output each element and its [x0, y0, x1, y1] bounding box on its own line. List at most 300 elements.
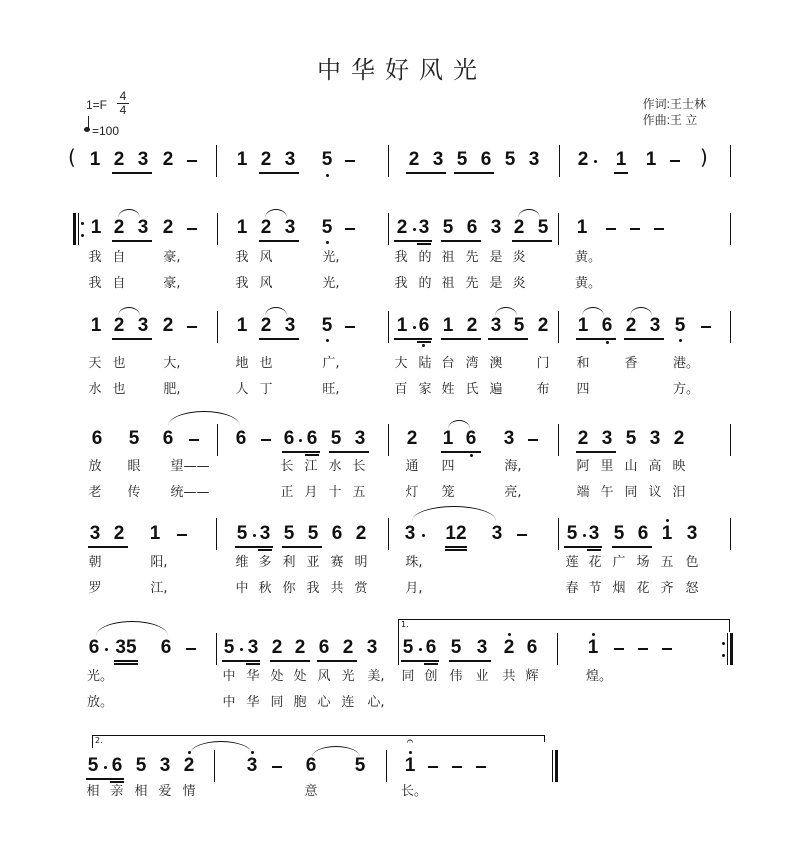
- note: 3: [284, 217, 296, 238]
- note: 5: [321, 315, 333, 336]
- underline: [624, 338, 664, 340]
- note: 3: [601, 428, 613, 449]
- note: 6: [318, 637, 330, 658]
- credits: [643, 96, 706, 128]
- lyric: 布: [536, 382, 550, 397]
- lyric: 华: [246, 669, 260, 684]
- note: 1: [90, 315, 102, 336]
- lyric: 光。: [86, 669, 114, 684]
- note: 2: [113, 315, 125, 336]
- lyric: 我: [88, 276, 102, 291]
- note: 1: [90, 217, 102, 238]
- underline: [441, 451, 481, 453]
- lyric: 广: [612, 555, 626, 570]
- lyric: 相: [134, 784, 148, 799]
- barline: [217, 424, 218, 456]
- note: 6: [88, 637, 100, 658]
- lyric: 也: [259, 356, 273, 371]
- repeat-end-barline: [730, 633, 733, 665]
- low-octave-dot: [470, 454, 473, 457]
- lyric: 心,: [367, 695, 385, 710]
- lyric: 通: [405, 459, 419, 474]
- note: 2: [162, 315, 174, 336]
- note: 1: [661, 523, 673, 544]
- note: 2: [113, 523, 125, 544]
- lyric: 灯: [405, 485, 419, 500]
- underline: [512, 240, 552, 242]
- note: 1: [442, 315, 454, 336]
- low-octave-dot: [326, 174, 329, 177]
- note: 2: [271, 637, 283, 658]
- repeat-dot: [81, 234, 84, 237]
- underline: [259, 240, 299, 242]
- note: 5: [223, 637, 235, 658]
- second-ending-bracket-end: [544, 735, 545, 742]
- lyric: 风: [317, 669, 331, 684]
- lyric: 连: [341, 695, 355, 710]
- lyric: 共: [502, 669, 516, 684]
- lyric: 黄。: [574, 250, 602, 265]
- note: 5: [402, 637, 414, 658]
- underline: [488, 338, 528, 340]
- barline: [388, 311, 389, 343]
- note: 2: [673, 428, 685, 449]
- dash: [187, 228, 197, 230]
- note: 6: [526, 637, 538, 658]
- low-octave-dot: [679, 339, 682, 342]
- note: 6: [465, 428, 477, 449]
- note: 5: [87, 755, 99, 776]
- lyric: 老: [88, 485, 102, 500]
- note: 3: [246, 755, 258, 776]
- note: 5: [354, 755, 366, 776]
- lyric: 风: [259, 250, 273, 265]
- barline: [558, 311, 559, 343]
- lyric: 同: [270, 695, 284, 710]
- augmentation-dot: [594, 160, 597, 163]
- dash: [701, 326, 711, 328]
- lyric: 长: [352, 459, 366, 474]
- lyric: 也: [112, 382, 126, 397]
- underline: [406, 172, 446, 174]
- underline: [449, 660, 491, 662]
- underline: [401, 660, 439, 662]
- lyric: 台: [441, 356, 455, 371]
- lyric: 眼: [127, 459, 141, 474]
- barline: [730, 424, 731, 456]
- lyric: 的: [418, 276, 432, 291]
- first-ending-bracket: [398, 619, 730, 632]
- tie: [168, 411, 240, 426]
- barline: [558, 424, 559, 456]
- note: 6: [601, 315, 613, 336]
- high-octave-dot: [508, 633, 511, 636]
- lyric: 美,: [367, 669, 385, 684]
- high-octave-dot: [188, 751, 191, 754]
- note: 6: [418, 315, 430, 336]
- lyric: 山: [624, 459, 638, 474]
- lyric: 光: [341, 669, 355, 684]
- lyric: 遍: [489, 382, 503, 397]
- note: 1: [577, 315, 589, 336]
- barline: [730, 213, 731, 245]
- note: 1: [404, 755, 416, 776]
- note: 2: [503, 637, 515, 658]
- note: 1: [396, 315, 408, 336]
- underline: [112, 172, 152, 174]
- underline: [329, 451, 369, 453]
- underline: [259, 172, 299, 174]
- lyric: 光,: [322, 250, 340, 265]
- note: 2: [162, 217, 174, 238]
- lyric: 祖: [441, 250, 455, 265]
- lyric: 长。: [400, 784, 428, 799]
- dash: [177, 534, 187, 536]
- dash: [187, 326, 197, 328]
- note: 5: [456, 149, 468, 170]
- note: 2: [342, 637, 354, 658]
- lyric: 里: [600, 459, 614, 474]
- note: 2: [396, 217, 408, 238]
- barline: [388, 424, 389, 456]
- lyric: 阿: [576, 459, 590, 474]
- note: 3: [137, 315, 149, 336]
- note: 3: [354, 428, 366, 449]
- lyric: 节: [588, 581, 602, 596]
- time-numerator: 4: [117, 90, 129, 104]
- lyric: 旺,: [322, 382, 340, 397]
- dash: [272, 766, 282, 768]
- lyric: 阳,: [150, 555, 168, 570]
- lyric: 正: [280, 485, 294, 500]
- lyric: 四: [441, 459, 455, 474]
- augmentation-dot: [413, 228, 416, 231]
- lyric: 豪,: [163, 276, 181, 291]
- barline: [388, 518, 389, 550]
- underline: [282, 546, 322, 548]
- repeat-end-thin: [727, 633, 728, 665]
- slur: [412, 506, 496, 521]
- slur: [96, 621, 168, 636]
- note: 2: [625, 315, 637, 336]
- note: 3: [503, 428, 515, 449]
- note: 1: [89, 149, 101, 170]
- note: 5: [442, 217, 454, 238]
- note: 6: [480, 149, 492, 170]
- barline: [216, 518, 217, 550]
- augmentation-dot: [105, 648, 108, 651]
- lyric: 家: [418, 382, 432, 397]
- first-ending-label: 1.: [401, 620, 409, 629]
- lyric: 自: [112, 276, 126, 291]
- note: 5: [674, 315, 686, 336]
- lyric: 相: [86, 784, 100, 799]
- underline: [112, 338, 152, 340]
- note: 3: [418, 217, 430, 238]
- note: 6: [160, 637, 172, 658]
- note: 5: [321, 217, 333, 238]
- underline: [259, 338, 299, 340]
- underline: [235, 546, 273, 548]
- note: 6: [235, 428, 247, 449]
- lyric: 亲: [110, 784, 124, 799]
- barline: [398, 631, 399, 665]
- note: 6: [331, 523, 343, 544]
- composer: 作曲:王 立: [642, 113, 698, 127]
- note: 2: [406, 428, 418, 449]
- note: 2: [466, 315, 478, 336]
- lyric: 你: [282, 581, 296, 596]
- final-barline: [555, 750, 558, 782]
- lyric: 朝: [88, 555, 102, 570]
- note: 5: [321, 149, 333, 170]
- underline-2: [417, 341, 431, 343]
- barline: [730, 311, 731, 343]
- lyric: 我: [235, 250, 249, 265]
- note: 3: [649, 315, 661, 336]
- underline-2: [114, 663, 138, 665]
- low-octave-dot: [326, 241, 329, 244]
- lyric: 辉: [525, 669, 539, 684]
- note: 5: [566, 523, 578, 544]
- underline-2: [445, 549, 467, 551]
- lyric: 映: [672, 459, 686, 474]
- lyric: 创: [424, 669, 438, 684]
- lyric: 黄。: [574, 276, 602, 291]
- lyric: 水: [88, 382, 102, 397]
- note: 2: [260, 149, 272, 170]
- note: 3: [137, 149, 149, 170]
- time-signature: [117, 90, 129, 117]
- second-ending-label: 2.: [95, 736, 103, 745]
- underline: [270, 660, 310, 662]
- note: 3: [686, 523, 698, 544]
- dash: [428, 766, 438, 768]
- dash: [345, 326, 355, 328]
- lyric: 豪,: [163, 250, 181, 265]
- note: 2: [577, 428, 589, 449]
- note: 5: [613, 523, 625, 544]
- lyric: 广,: [322, 356, 340, 371]
- repeat-dot: [722, 642, 725, 645]
- note: 5: [330, 428, 342, 449]
- lyric: 水: [328, 459, 342, 474]
- lyric: 我: [88, 250, 102, 265]
- lyric: 的: [418, 250, 432, 265]
- barline: [216, 633, 217, 665]
- lyric: 莲: [565, 555, 579, 570]
- quarter-note-head-icon: [84, 127, 90, 132]
- underline: [576, 338, 616, 340]
- note: 2: [113, 217, 125, 238]
- lyric: 意: [304, 784, 318, 799]
- dash: [476, 766, 486, 768]
- barline: [214, 750, 215, 782]
- lyric: 长: [280, 459, 294, 474]
- underline: [612, 546, 652, 548]
- underline: [454, 172, 494, 174]
- lyric: 业: [475, 669, 489, 684]
- repeat-dot: [722, 654, 725, 657]
- lyric: 传: [127, 485, 141, 500]
- lyric: 江,: [150, 581, 168, 596]
- lyric: 统——: [170, 485, 210, 500]
- lyric: 是: [489, 276, 503, 291]
- lyric: 中: [222, 695, 236, 710]
- dash: [345, 160, 355, 162]
- lyric: 天: [88, 356, 102, 371]
- lyric: 花: [588, 555, 602, 570]
- lyric: 处: [270, 669, 284, 684]
- dash: [614, 648, 624, 650]
- note: 3: [490, 217, 502, 238]
- lyric: 香: [624, 356, 638, 371]
- note: 6: [91, 428, 103, 449]
- note: 3: [528, 149, 540, 170]
- dash: [345, 228, 355, 230]
- note: 5: [128, 428, 140, 449]
- underline-2: [417, 243, 431, 245]
- note: 1: [236, 217, 248, 238]
- lyric: 场: [636, 555, 650, 570]
- lyric: 月,: [405, 581, 423, 596]
- underline: [614, 172, 628, 174]
- dash: [189, 439, 199, 441]
- note: 3: [159, 755, 171, 776]
- augmentation-dot: [253, 534, 256, 537]
- high-octave-dot: [592, 633, 595, 636]
- score-title: 中华好风光: [317, 56, 487, 84]
- dash: [187, 160, 197, 162]
- note: 3: [491, 523, 503, 544]
- lyric: 五: [660, 555, 674, 570]
- lyric: 丁: [259, 382, 273, 397]
- lyric: 也: [112, 356, 126, 371]
- underline: [282, 451, 320, 453]
- repeat-dot: [81, 222, 84, 225]
- note: 3: [490, 315, 502, 336]
- underline: [88, 546, 128, 548]
- note: 35: [115, 637, 137, 658]
- lyric: 胞: [293, 695, 307, 710]
- lyric: 先: [465, 250, 479, 265]
- lyric: 高: [648, 459, 662, 474]
- dash: [630, 228, 640, 230]
- repeat-start-barline: [73, 213, 76, 245]
- lyric: 煌。: [585, 669, 613, 684]
- lyric: 四: [576, 382, 590, 397]
- underline: [441, 338, 481, 340]
- lyric: 湾: [465, 356, 479, 371]
- lyric: 明: [354, 555, 368, 570]
- note: 2: [260, 315, 272, 336]
- augmentation-dot: [299, 439, 302, 442]
- dash: [261, 439, 271, 441]
- lyric: 怒: [685, 581, 699, 596]
- dash: [452, 766, 462, 768]
- note: 3: [404, 523, 416, 544]
- lyric: 望——: [170, 459, 210, 474]
- augmentation-dot: [413, 326, 416, 329]
- lyric: 地: [235, 356, 249, 371]
- note: 3: [89, 523, 101, 544]
- lyric: 炎: [512, 276, 526, 291]
- second-ending-bracket: [92, 735, 545, 748]
- barline: [558, 518, 559, 550]
- barline: [217, 213, 218, 245]
- lyric: 炎: [512, 250, 526, 265]
- dash: [638, 648, 648, 650]
- lyric: 花: [636, 581, 650, 596]
- lyric: 共: [330, 581, 344, 596]
- underline: [441, 240, 481, 242]
- lyric: 赏: [354, 581, 368, 596]
- barline: [558, 213, 559, 245]
- final-barline-thin: [552, 750, 553, 782]
- lyric: 先: [465, 276, 479, 291]
- note: 6: [305, 755, 317, 776]
- lyric: 同: [401, 669, 415, 684]
- lyric: 罗: [88, 581, 102, 596]
- note: 1: [645, 149, 657, 170]
- dash: [670, 160, 680, 162]
- lyric: 同: [624, 485, 638, 500]
- lyric: 色: [685, 555, 699, 570]
- lyric: 大: [394, 356, 408, 371]
- low-octave-dot: [326, 339, 329, 342]
- lyric: 利: [282, 555, 296, 570]
- note: 2: [183, 755, 195, 776]
- barline: [217, 311, 218, 343]
- underline: [317, 660, 357, 662]
- open-paren: (: [68, 145, 76, 169]
- dash: [654, 228, 664, 230]
- lyric: 五: [352, 485, 366, 500]
- lyric: 祖: [441, 276, 455, 291]
- note: 12: [445, 523, 467, 544]
- lyric: 伟: [449, 669, 463, 684]
- fermata-icon: 𝄐: [406, 734, 414, 748]
- note: 3: [284, 315, 296, 336]
- note: 1: [149, 523, 161, 544]
- lyric: 亚: [306, 555, 320, 570]
- note: 3: [649, 428, 661, 449]
- barline: [557, 633, 558, 665]
- note: 5: [513, 315, 525, 336]
- barline: [730, 145, 731, 177]
- note: 5: [625, 428, 637, 449]
- note: 2: [408, 149, 420, 170]
- note: 3: [366, 637, 378, 658]
- lyric: 多: [258, 555, 272, 570]
- lyric: 我: [394, 276, 408, 291]
- lyricist: 作词:王士林: [642, 97, 706, 111]
- lyric: 烟: [612, 581, 626, 596]
- note: 5: [283, 523, 295, 544]
- augmentation-dot: [422, 534, 425, 537]
- high-octave-dot: [251, 751, 254, 754]
- lyric: 中: [235, 581, 249, 596]
- note: 3: [259, 523, 271, 544]
- underline: [576, 451, 616, 453]
- lyric: 我: [306, 581, 320, 596]
- note: 6: [283, 428, 295, 449]
- underline: [112, 240, 152, 242]
- underline: [394, 240, 432, 242]
- note: 6: [425, 637, 437, 658]
- tempo-marking: =100: [92, 124, 120, 138]
- lyric: 百: [394, 382, 408, 397]
